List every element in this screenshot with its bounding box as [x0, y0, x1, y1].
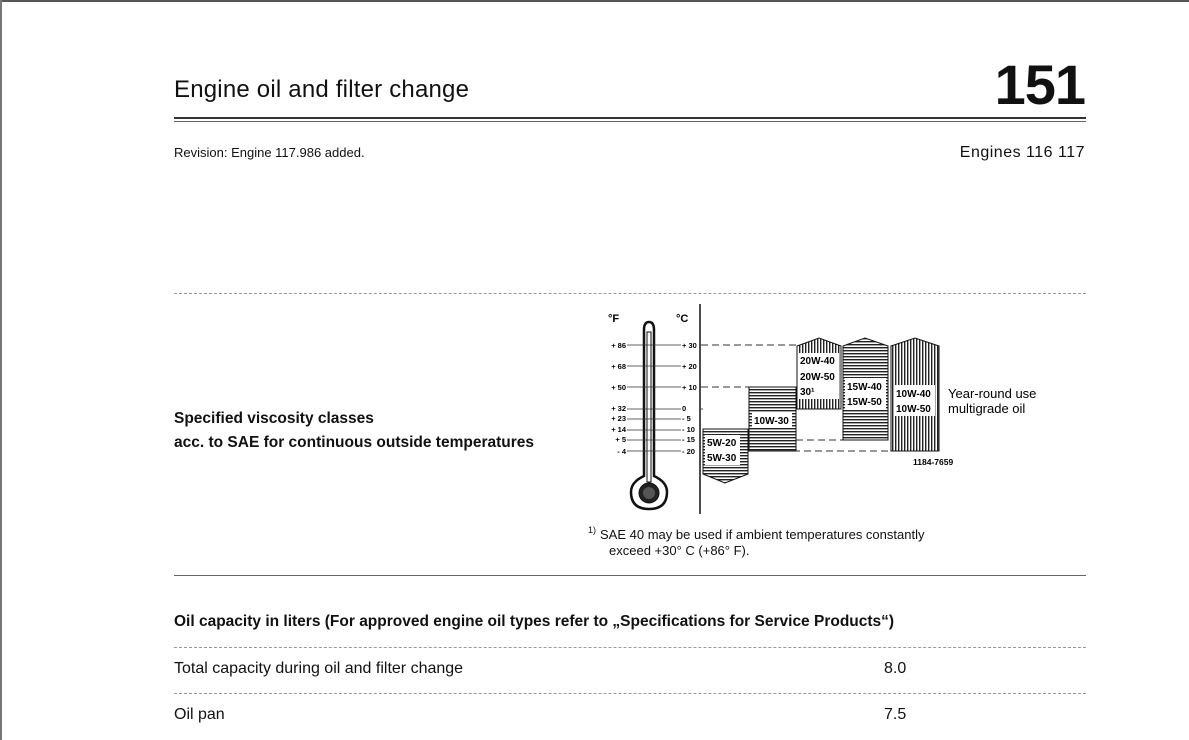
- c-tick-label: 0: [682, 404, 687, 413]
- f-tick-label: - 4: [617, 447, 626, 456]
- grade-label: 10W-50: [896, 404, 931, 415]
- grade-label: 15W-40: [847, 382, 882, 393]
- f-tick-label: + 5: [615, 435, 626, 444]
- page-title: Engine oil and filter change: [174, 76, 470, 103]
- oil-capacity-heading: Oil capacity in liters (For approved engine oil types refer to „Specifications for Service Products“): [174, 613, 895, 630]
- section-divider: [174, 293, 1086, 294]
- table-row-label: Total capacity during oil and filter change: [174, 660, 464, 677]
- fahrenheit-unit-label: °F: [608, 313, 620, 325]
- grade-band-15w: [843, 338, 888, 440]
- table-rule: [174, 693, 1086, 694]
- viscosity-temperature-diagram: [595, 302, 1070, 520]
- celsius-unit-label: °C: [676, 313, 689, 325]
- grade-band-20w: [797, 338, 841, 409]
- viscosity-description: [174, 407, 534, 455]
- revision-note: Revision: Engine 117.986 added.: [174, 145, 365, 160]
- table-row-value: 7.5: [884, 706, 907, 723]
- footnote-line-2: exceed +30° C (+86° F).: [609, 543, 750, 558]
- grade-label: 10W-30: [754, 416, 789, 427]
- grade-label: 10W-40: [896, 389, 931, 400]
- grade-band-10w40: [891, 338, 939, 451]
- grade-band-10w30: [749, 387, 796, 451]
- grade-label: 15W-50: [847, 397, 882, 408]
- f-tick-label: + 50: [611, 383, 626, 392]
- grade-label: 20W-40: [800, 356, 835, 367]
- c-tick-label: + 10: [682, 383, 697, 392]
- c-tick-label: - 10: [682, 425, 695, 434]
- viscosity-line-2: acc. to SAE for continuous outside temperatures: [174, 434, 535, 451]
- section-divider: [174, 575, 1086, 576]
- table-row-label: Oil pan: [174, 706, 225, 723]
- engines-label: Engines 116 117: [959, 144, 1085, 161]
- footnote-line-1: $^{1)}$ SAE 40 may be used if ambient temperatures constantly: [588, 525, 925, 542]
- header-rule-secondary: [174, 121, 1086, 122]
- year-round-label: Year-round use: [948, 386, 1037, 401]
- multigrade-label: multigrade oil: [948, 401, 1026, 416]
- figure-id: 1184-7659: [913, 457, 954, 467]
- header-rule: [174, 117, 1086, 119]
- footnote: [588, 522, 924, 559]
- c-tick-label: - 15: [682, 435, 695, 444]
- f-tick-label: + 32: [611, 404, 626, 413]
- table-rule: [174, 647, 1086, 648]
- c-tick-label: + 30: [682, 341, 697, 350]
- c-tick-label: - 20: [682, 447, 695, 456]
- footnote-marker: 1): [588, 525, 597, 535]
- f-tick-label: + 14: [611, 425, 626, 434]
- f-tick-label: + 68: [611, 362, 626, 371]
- page-number: 151: [994, 53, 1085, 116]
- c-tick-label: + 20: [682, 362, 697, 371]
- f-tick-label: + 86: [611, 341, 626, 350]
- grade-label: 5W-20: [707, 438, 737, 449]
- window-left-border: [0, 0, 2, 740]
- viscosity-line-1: Specified viscosity classes: [174, 410, 374, 427]
- table-row-value: 8.0: [884, 660, 907, 677]
- grade-label: 20W-50: [800, 372, 835, 383]
- c-tick-label: - 5: [682, 414, 691, 423]
- thermometer-icon: [631, 322, 667, 509]
- f-tick-label: + 23: [611, 414, 626, 423]
- grade-label: 30¹: [800, 387, 815, 398]
- grade-label: 5W-30: [707, 453, 737, 464]
- window-top-border: [0, 0, 1189, 2]
- grade-band-5w: [703, 429, 748, 483]
